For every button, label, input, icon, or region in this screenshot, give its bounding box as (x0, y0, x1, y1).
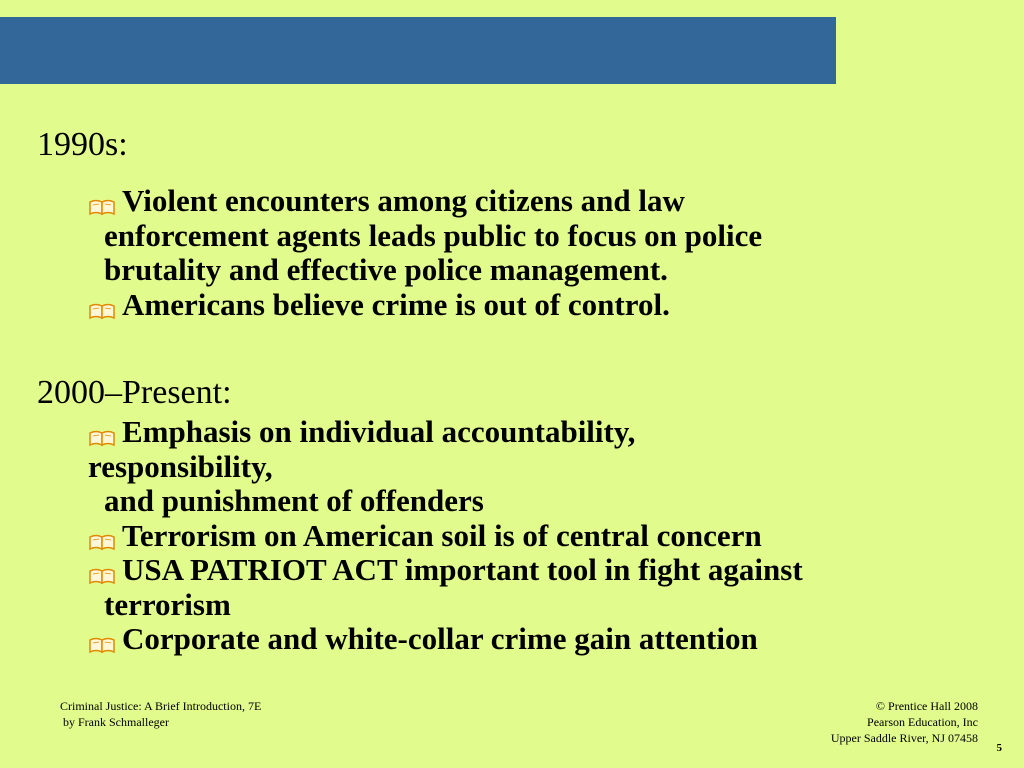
bullet-continuation: responsibility, (88, 448, 273, 484)
bullet-item: USA PATRIOT ACT important tool in fight against (88, 553, 888, 588)
footer-copyright-line: © Prentice Hall 2008 (875, 699, 978, 713)
bullet-list-1990s (88, 184, 888, 322)
footer-publisher: Pearson Education, Inc (867, 715, 978, 729)
bullet-list-2000-present (88, 415, 888, 657)
bullet-continuation: and punishment of offenders (104, 483, 484, 518)
open-book-icon (88, 429, 116, 447)
bullet-item: Violent encounters among citizens and law (88, 184, 888, 219)
footer-copyright (831, 698, 978, 746)
open-book-icon (88, 567, 116, 585)
footer-address: Upper Saddle River, NJ 07458 (830, 731, 978, 745)
footer-author: by Frank Schmalleger (60, 715, 169, 729)
section-heading-1990s: 1990s: (37, 126, 128, 163)
bullet-item: Americans believe crime is out of control. (88, 288, 888, 323)
open-book-icon (88, 533, 116, 551)
open-book-icon (88, 636, 116, 654)
page-number: 5 (996, 742, 1002, 754)
bullet-continuation: terrorism (104, 586, 231, 622)
bullet-item: Terrorism on American soil is of central concern (88, 519, 888, 554)
footer-citation (60, 698, 261, 730)
open-book-icon (88, 302, 116, 320)
footer-book-title: Criminal Justice: A Brief Introduction, 7E (60, 699, 262, 713)
bullet-continuation: brutality and effective police management. (104, 252, 668, 287)
section-heading-2000-present: 2000–Present: (37, 374, 232, 411)
bullet-item: Corporate and white-collar crime gain attention (88, 622, 888, 657)
bullet-continuation: enforcement agents leads public to focus on police (104, 217, 763, 253)
open-book-icon (88, 198, 116, 216)
bullet-item: Emphasis on individual accountability, (88, 415, 888, 450)
